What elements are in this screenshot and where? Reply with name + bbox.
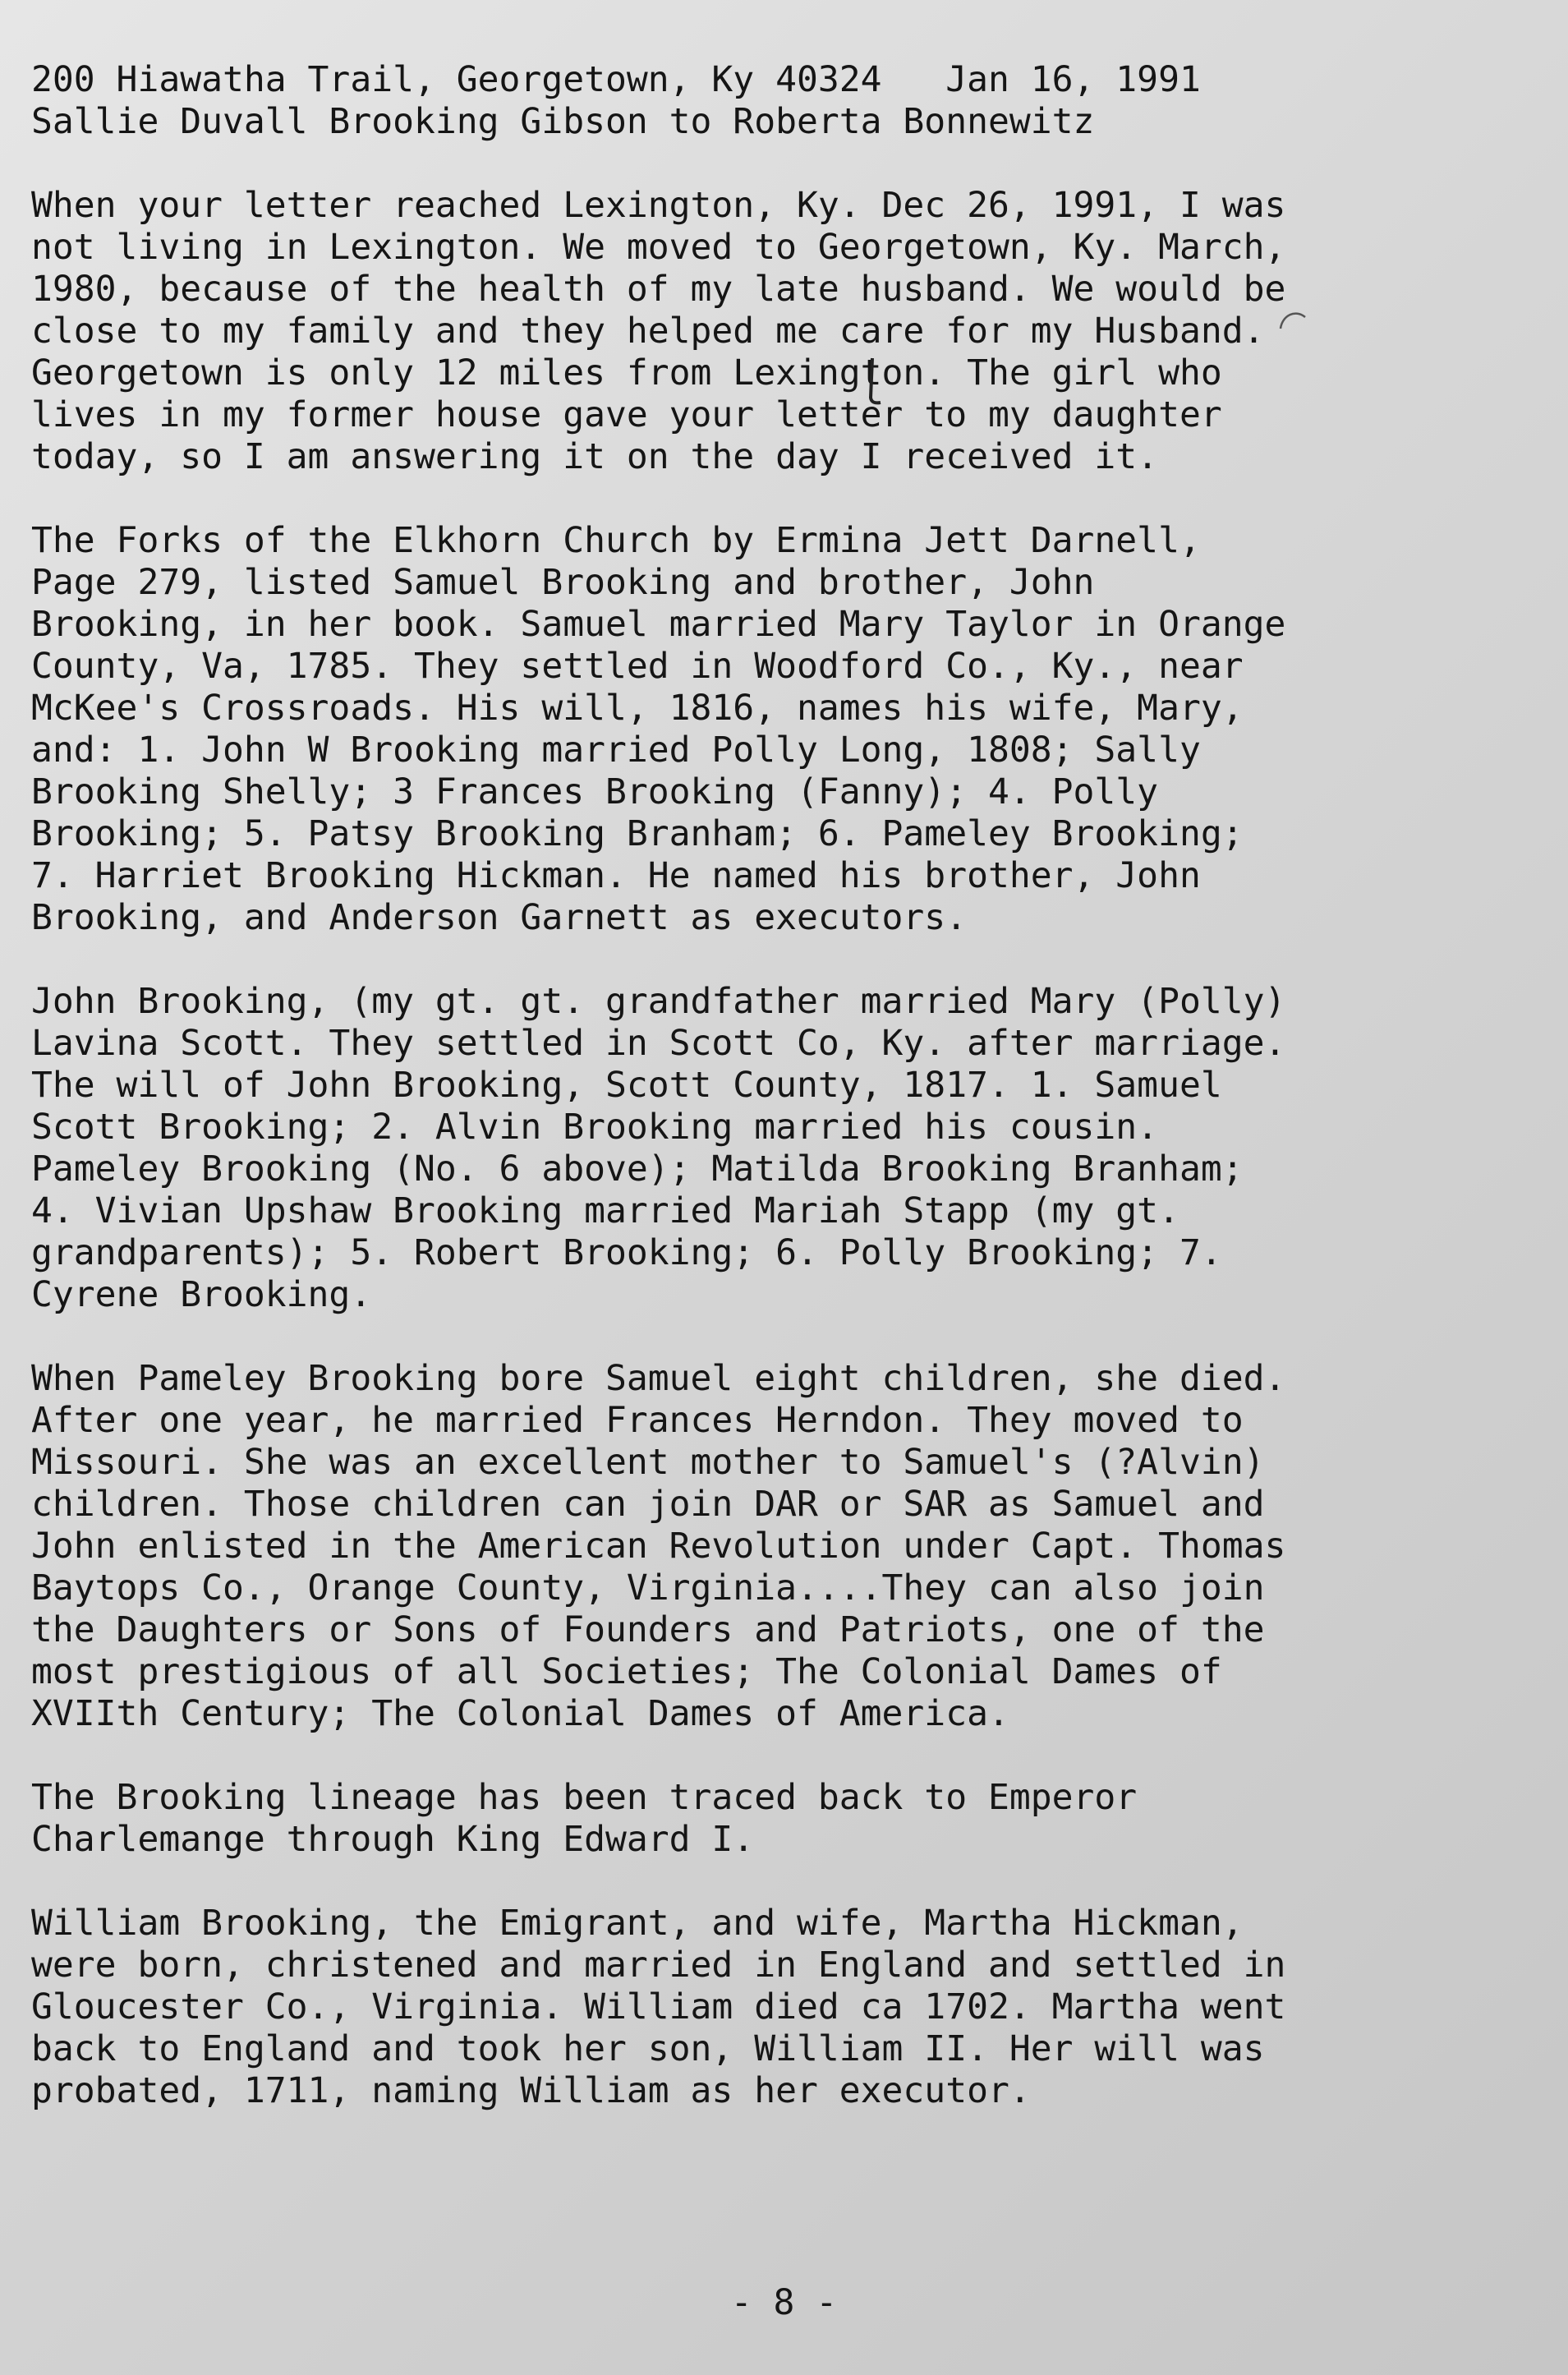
paragraph-line: When your letter reached Lexington, Ky. Dec 26, 1991, I was xyxy=(31,185,1286,226)
paragraph-line: Missouri. She was an excellent mother to Samuel's (?Alvin) xyxy=(31,1442,1265,1483)
paragraph-line: County, Va, 1785. They settled in Woodford Co., Ky., near xyxy=(31,646,1244,687)
paragraph-line: the Daughters or Sons of Founders and Patriots, one of the xyxy=(31,1609,1265,1650)
letter-paragraph xyxy=(31,1903,1543,2112)
paragraph-line: Brooking, in her book. Samuel married Mary Taylor in Orange xyxy=(31,604,1286,645)
paragraph-line: probated, 1711, naming William as her executor. xyxy=(31,2070,1031,2111)
paragraph-line: close to my family and they helped me care for my Husband. xyxy=(31,311,1265,352)
paragraph-line: 7. Harriet Brooking Hickman. He named his brother, John xyxy=(31,855,1201,896)
paragraph-line: Charlemange through King Edward I. xyxy=(31,1819,755,1860)
paragraph-line: Brooking, and Anderson Garnett as executors. xyxy=(31,897,968,938)
paragraph-line: 4. Vivian Upshaw Brooking married Mariah Stapp (my gt. xyxy=(31,1190,1179,1231)
paragraph-line: XVIIth Century; The Colonial Dames of America. xyxy=(31,1693,1009,1734)
paragraph-line: Gloucester Co., Virginia. William died ca 1702. Martha went xyxy=(31,1986,1286,2027)
letter-sender-recipient: Sallie Duvall Brooking Gibson to Roberta Bonnewitz xyxy=(31,101,1095,142)
letter-paragraph xyxy=(31,981,1543,1316)
paragraph-line: grandparents); 5. Robert Brooking; 6. Polly Brooking; 7. xyxy=(31,1232,1222,1273)
paragraph-line: today, so I am answering it on the day I received it. xyxy=(31,436,1159,477)
paragraph-line: When Pameley Brooking bore Samuel eight children, she died. xyxy=(31,1358,1286,1399)
letter-paragraph xyxy=(31,520,1543,939)
paragraph-line: Page 279, listed Samuel Brooking and brother, John xyxy=(31,562,1095,603)
paragraph-line: John enlisted in the American Revolution under Capt. Thomas xyxy=(31,1526,1286,1567)
paragraph-line: Baytops Co., Orange County, Virginia....They can also join xyxy=(31,1567,1265,1609)
paragraph-line: The will of John Brooking, Scott County, 1817. 1. Samuel xyxy=(31,1065,1222,1106)
letter-paragraph xyxy=(31,1358,1543,1735)
paragraph-line: Scott Brooking; 2. Alvin Brooking married his cousin. xyxy=(31,1107,1159,1148)
paragraph-line: back to England and took her son, William II. Her will was xyxy=(31,2028,1265,2069)
paragraph-line: Pameley Brooking (No. 6 above); Matilda Brooking Branham; xyxy=(31,1148,1244,1190)
letter-paragraph xyxy=(31,185,1543,478)
paragraph-line: The Brooking lineage has been traced back to Emperor xyxy=(31,1777,1138,1818)
letter-address-date: 200 Hiawatha Trail, Georgetown, Ky 40324 Jan 16, 1991 xyxy=(31,59,1201,100)
paragraph-line: and: 1. John W Brooking married Polly Long, 1808; Sally xyxy=(31,730,1201,771)
paragraph-line: The Forks of the Elkhorn Church by Ermina Jett Darnell, xyxy=(31,520,1201,561)
paragraph-line: lives in my former house gave your letter to my daughter xyxy=(31,394,1222,435)
paragraph-line: most prestigious of all Societies; The Colonial Dames of xyxy=(31,1651,1222,1692)
paragraph-line: Lavina Scott. They settled in Scott Co, Ky. after marriage. xyxy=(31,1023,1286,1064)
paragraph-line: McKee's Crossroads. His will, 1816, names his wife, Mary, xyxy=(31,688,1244,729)
paragraph-line: John Brooking, (my gt. gt. grandfather married Mary (Polly) xyxy=(31,981,1286,1022)
letter-body xyxy=(31,185,1543,2112)
paragraph-line: Georgetown is only 12 miles from Lexington. The girl who xyxy=(31,352,1222,394)
paragraph-line: Brooking Shelly; 3 Frances Brooking (Fanny); 4. Polly xyxy=(31,771,1159,812)
paragraph-line: Brooking; 5. Patsy Brooking Branham; 6. Pameley Brooking; xyxy=(31,813,1244,854)
paragraph-line: After one year, he married Frances Herndon. They moved to xyxy=(31,1400,1244,1441)
paragraph-line: not living in Lexington. We moved to Georgetown, Ky. March, xyxy=(31,227,1286,268)
paragraph-line: children. Those children can join DAR or SAR as Samuel and xyxy=(31,1484,1265,1525)
paragraph-line: were born, christened and married in England and settled in xyxy=(31,1945,1286,1986)
paragraph-line: William Brooking, the Emigrant, and wife, Martha Hickman, xyxy=(31,1903,1244,1944)
paragraph-line: 1980, because of the health of my late husband. We would be xyxy=(31,269,1286,310)
paragraph-line: Cyrene Brooking. xyxy=(31,1274,372,1315)
letter-paragraph xyxy=(31,1777,1543,1861)
page-number: - 8 - xyxy=(730,2282,838,2323)
